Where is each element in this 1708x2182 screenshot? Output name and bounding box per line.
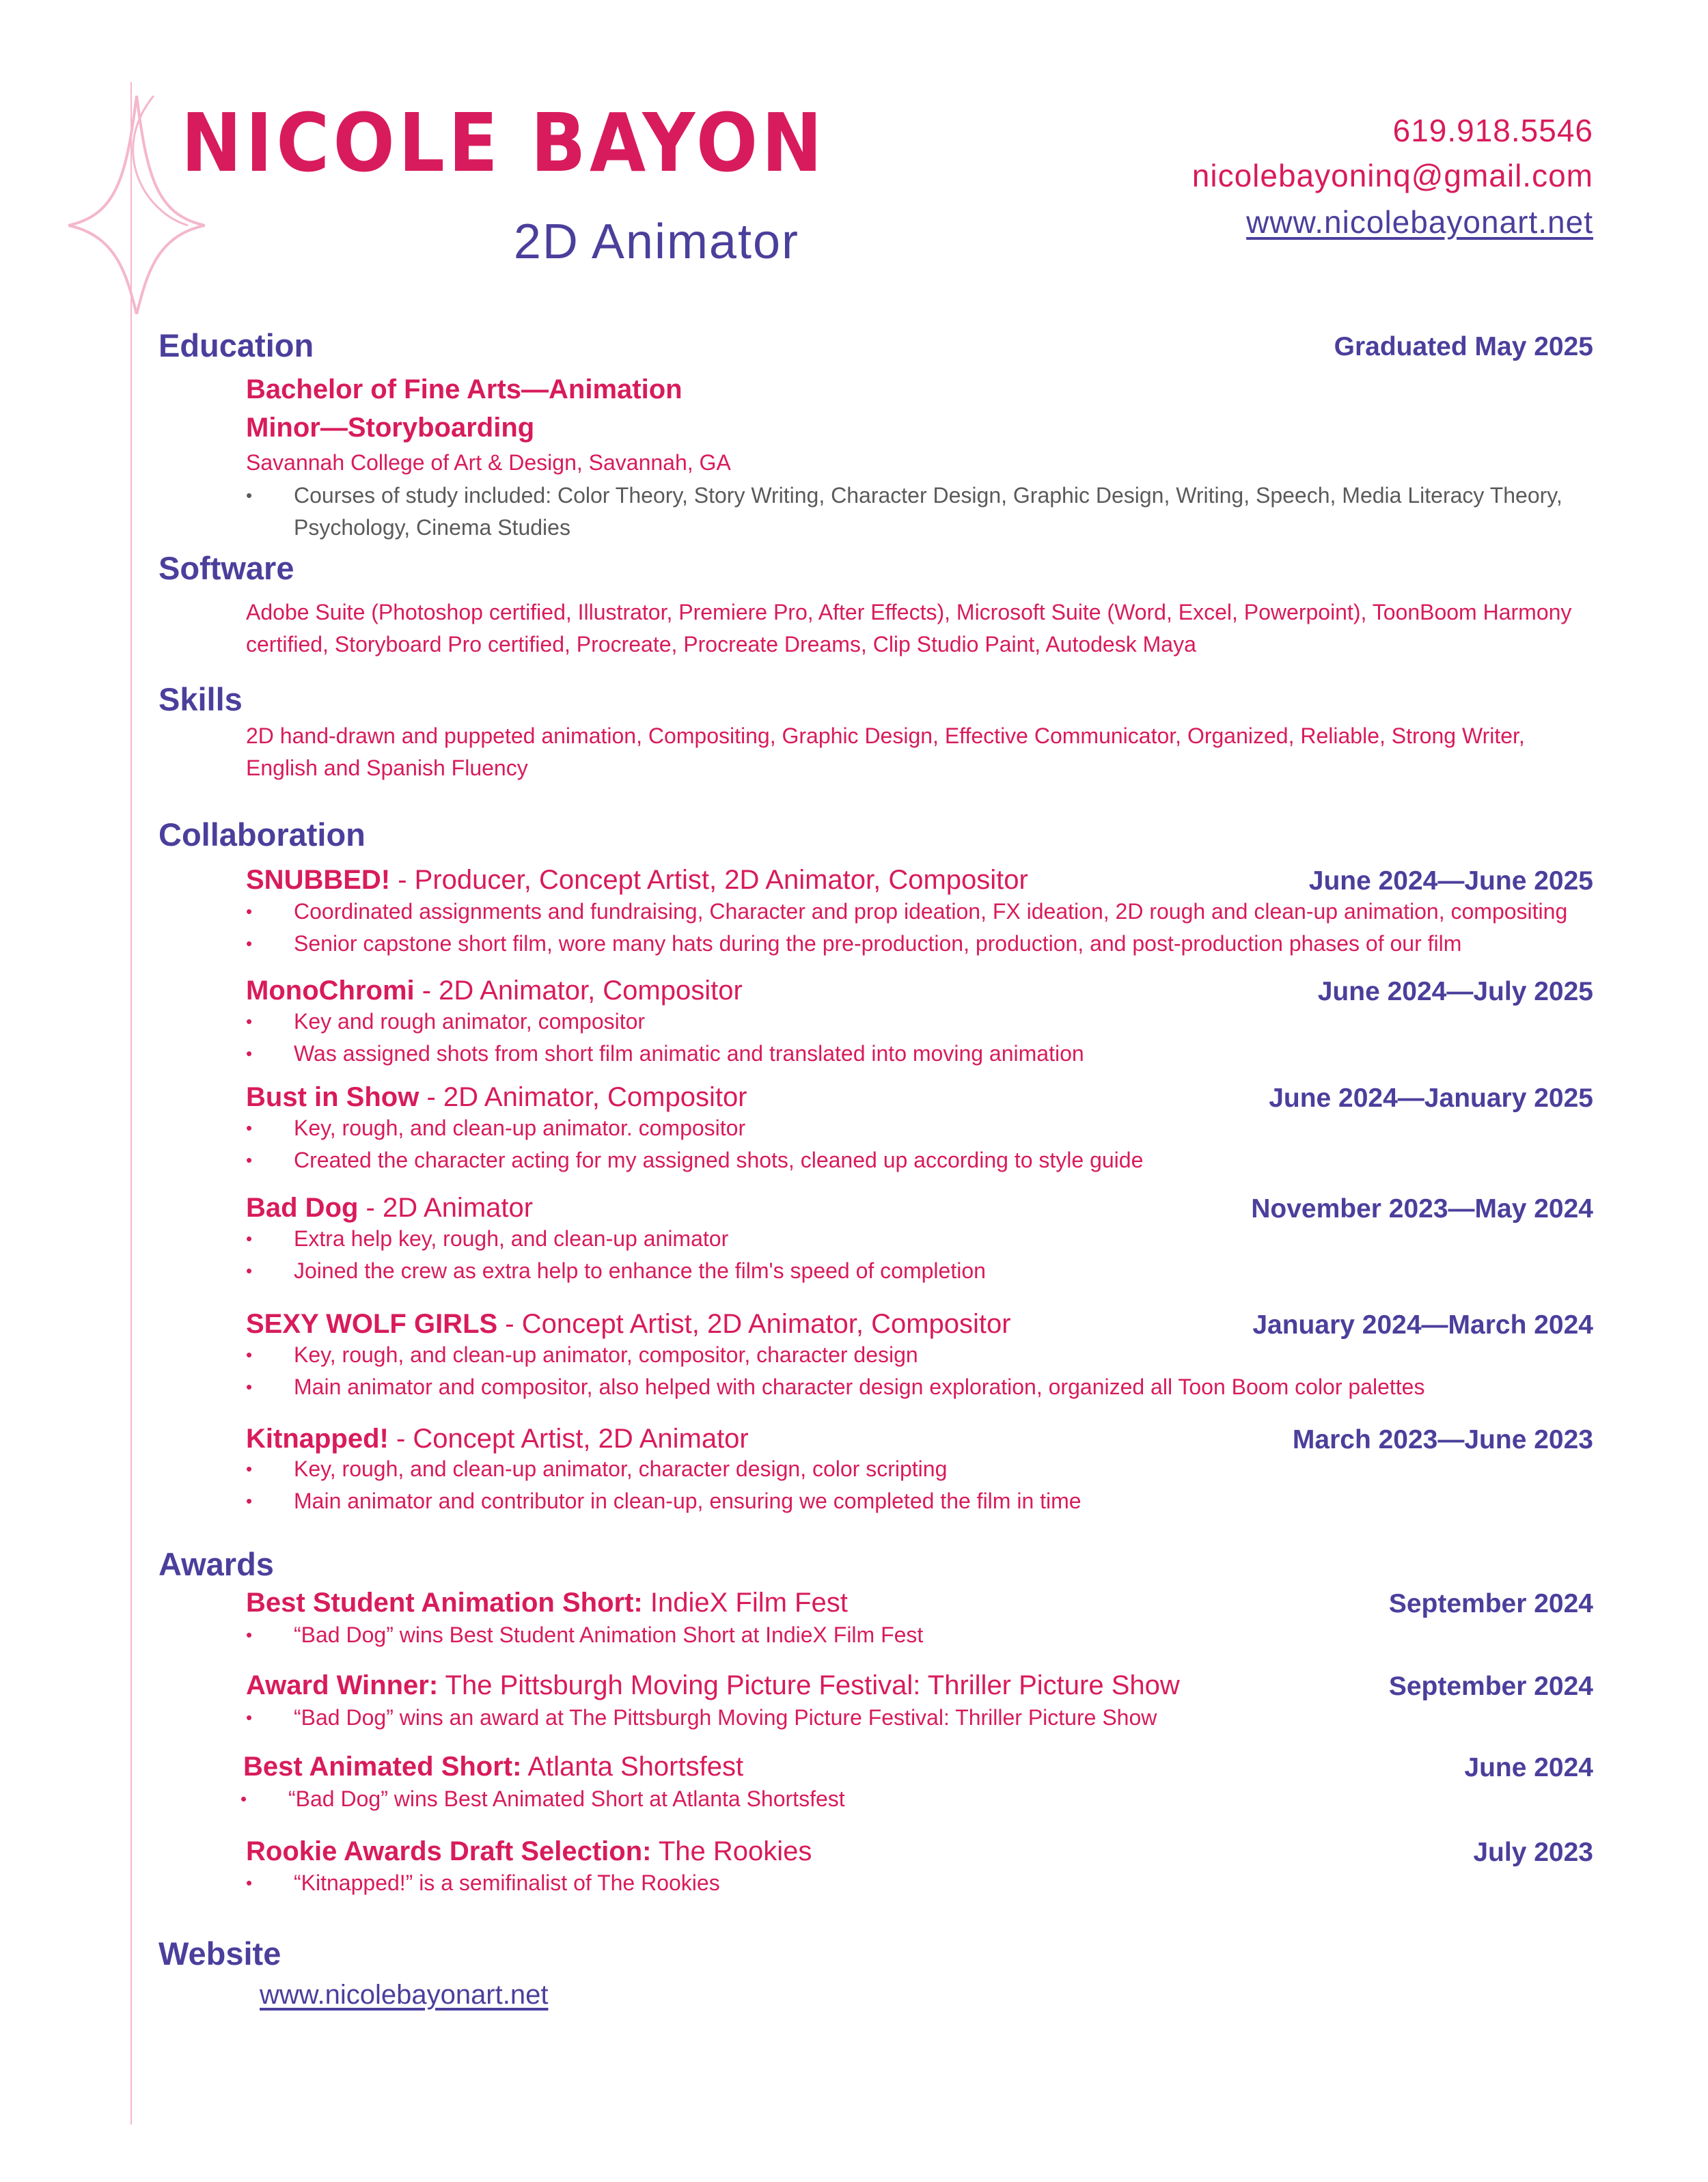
decorative-vertical-line <box>130 82 132 2125</box>
award-entry-date: July 2023 <box>1473 1838 1593 1867</box>
collab-entry-title: Kitnapped! - Concept Artist, 2D Animator <box>246 1424 749 1454</box>
software-list: Adobe Suite (Photoshop certified, Illustrator, Premiere Pro, After Effects), Microsoft Suite (Word, Excel, Powerpoint), ToonBoom Harmony certified, Storyboard Pro certified, Procreate, Procreate Dreams, Clip Studio Paint, Autodesk Maya <box>246 600 1572 657</box>
bullet-icon: • <box>246 485 253 506</box>
award-entry-date: June 2024 <box>1464 1753 1593 1782</box>
section-heading-awards: Awards <box>159 1546 274 1582</box>
list-item: • “Bad Dog” wins Best Animated Short at Atlanta Shortsfest <box>240 1786 845 1811</box>
section-heading-skills: Skills <box>159 681 243 717</box>
collab-entry-date: March 2023—June 2023 <box>1292 1425 1593 1454</box>
collab-entry-title: Bust in Show - 2D Animator, Compositor <box>246 1082 747 1112</box>
list-item: • Main animator and contributor in clean-up, ensuring we completed the film in time <box>246 1489 1082 1513</box>
list-item: • Joined the crew as extra help to enhance the film's speed of completion <box>246 1258 986 1283</box>
phone-number: 619.918.5546 <box>1392 113 1593 148</box>
list-item: • Created the character acting for my assigned shots, cleaned up according to style guide <box>246 1148 1144 1172</box>
resume-name: NICOLE BAYON <box>181 96 826 190</box>
minor: Minor—Storyboarding <box>246 413 535 443</box>
collab-entry-date: June 2024—January 2025 <box>1269 1083 1593 1113</box>
list-item: • Was assigned shots from short film animatic and translated into moving animation <box>246 1041 1084 1066</box>
award-entry-date: September 2024 <box>1388 1589 1593 1618</box>
section-heading-collaboration: Collaboration <box>159 816 366 853</box>
list-item: • Key, rough, and clean-up animator, compositor, character design <box>246 1342 918 1367</box>
award-entry-title: Award Winner: The Pittsburgh Moving Picture Festival: Thriller Picture Show <box>246 1670 1180 1700</box>
section-heading-website: Website <box>159 1935 281 1972</box>
list-item: • Key, rough, and clean-up animator. compositor <box>246 1116 746 1140</box>
collab-entry-date: June 2024—June 2025 <box>1308 866 1593 896</box>
collab-entry-title: MonoChromi - 2D Animator, Compositor <box>246 976 743 1006</box>
award-entry-date: September 2024 <box>1388 1672 1593 1701</box>
collab-entry-title: SNUBBED! - Producer, Concept Artist, 2D Animator, Compositor <box>246 865 1028 895</box>
collab-entry-title: SEXY WOLF GIRLS - Concept Artist, 2D Animator, Compositor <box>246 1309 1011 1339</box>
email-address[interactable]: nicolebayoninq@gmail.com <box>1192 158 1593 193</box>
section-heading-software: Software <box>159 550 294 586</box>
collab-entry-title: Bad Dog - 2D Animator <box>246 1193 534 1223</box>
list-item: • “Bad Dog” wins Best Student Animation Short at IndieX Film Fest <box>246 1622 924 1647</box>
list-item: • Extra help key, rough, and clean-up animator <box>246 1226 729 1251</box>
skills-list: 2D hand-drawn and puppeted animation, Compositing, Graphic Design, Effective Communicator, Organized, Reliable, Strong Writer, English and Spanish Fluency <box>246 723 1525 780</box>
list-item: • Senior capstone short film, wore many hats during the pre-production, production, and post-production phases of our film <box>246 931 1462 956</box>
list-item: • Courses of study included: Color Theory, Story Writing, Character Design, Graphic Design, Writing, Speech, Media Literacy Theory, Psychology, Cinema Studies <box>246 480 1585 544</box>
list-item: • “Kitnapped!” is a semifinalist of The Rookies <box>246 1870 720 1895</box>
award-entry-title: Rookie Awards Draft Selection: The Rookies <box>246 1836 812 1866</box>
list-item: • “Bad Dog” wins an award at The Pittsburgh Moving Picture Festival: Thriller Picture Show <box>246 1705 1157 1730</box>
list-item: • Main animator and compositor, also helped with character design exploration, organized all Toon Boom color palettes <box>246 1375 1425 1399</box>
degree: Bachelor of Fine Arts—Animation <box>246 374 683 404</box>
website-link[interactable]: www.nicolebayonart.net <box>1246 204 1593 240</box>
award-entry-title: Best Student Animation Short: IndieX Film Fest <box>246 1588 848 1618</box>
portfolio-link[interactable]: www.nicolebayonart.net <box>260 1980 549 2010</box>
education-date: Graduated May 2025 <box>1334 332 1593 361</box>
job-title: 2D Animator <box>513 215 799 269</box>
section-heading-education: Education <box>159 327 314 363</box>
list-item: • Coordinated assignments and fundraising, Character and prop ideation, FX ideation, 2D rough and clean-up animation, compositing <box>246 899 1568 924</box>
list-item: • Key, rough, and clean-up animator, character design, color scripting <box>246 1456 948 1481</box>
award-entry-title: Best Animated Short: Atlanta Shortsfest <box>243 1752 744 1782</box>
collab-entry-date: June 2024—July 2025 <box>1317 977 1593 1006</box>
list-item: • Key and rough animator, compositor <box>246 1009 646 1034</box>
collab-entry-date: November 2023—May 2024 <box>1251 1194 1593 1224</box>
collab-entry-date: January 2024—March 2024 <box>1252 1310 1593 1340</box>
school: Savannah College of Art & Design, Savannah, GA <box>246 450 731 475</box>
